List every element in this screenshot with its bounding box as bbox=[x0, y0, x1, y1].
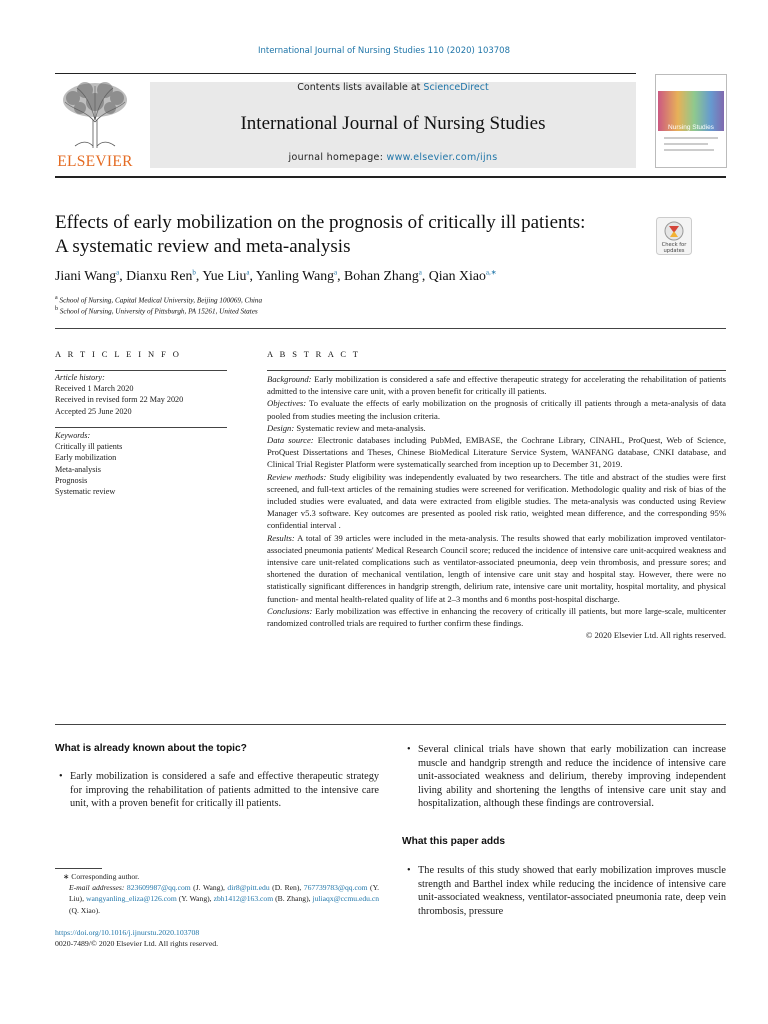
article-info-rule bbox=[55, 370, 227, 371]
abstract-label: Background: bbox=[267, 374, 312, 384]
email-owner: (Q. Xiao). bbox=[69, 905, 100, 915]
author-affiliation-mark[interactable]: a bbox=[418, 268, 422, 277]
contents-line bbox=[150, 82, 636, 93]
email-owner: (B. Zhang), bbox=[273, 894, 313, 904]
abstract-rule bbox=[267, 370, 726, 371]
masthead-top-rule bbox=[55, 73, 636, 74]
author-affiliation-mark[interactable]: a bbox=[116, 268, 120, 277]
journal-homepage-line bbox=[150, 152, 636, 163]
affiliation-a bbox=[55, 295, 262, 304]
abstract-design bbox=[267, 422, 726, 434]
masthead-bottom-rule bbox=[55, 176, 726, 178]
crossmark-label-line-1: Check for bbox=[661, 242, 687, 248]
bullet-text: Early mobilization is considered a safe and effective therapeutic strategy for improving the rehabilitation of patients admitted to the intensive care unit, with a proven benefit for critically ill patients. bbox=[70, 771, 379, 809]
keyword: Meta-analysis bbox=[55, 464, 101, 474]
abstract-text: To evaluate the effects of early mobilization on the prognosis of critically ill patients through a meta-analysis of data pooled from studies meeting the inclusion criteria. bbox=[267, 398, 726, 421]
history-item: Received 1 March 2020 bbox=[55, 384, 134, 394]
author-affiliation-mark[interactable]: b bbox=[192, 268, 196, 277]
abstract-label: Data source: bbox=[267, 435, 314, 446]
abstract-text: Electronic databases including PubMed, EMBASE, the Cochrane Library, CINAHL, ProQuest, Web of Science, ProQuest Dissertations and Theses, Chinese BioMedical Literature Service System, WANFANG database, CNKI database, and Clinical Trial Register Platform were systematically searched from inception up to December 31, 2019. bbox=[267, 435, 726, 470]
publisher-wordmark: ELSEVIER bbox=[57, 153, 133, 170]
abstract-objectives bbox=[267, 397, 726, 421]
affiliation-text: School of Nursing, Capital Medical University, Beijing 100069, China bbox=[59, 296, 263, 305]
bullet-text: Several clinical trials have shown that early mobilization can increase muscle and handgrip strength and reduce the incidence of intensive care unit-associated weakness and delirium, thereby improving independent living ability and shortening the lengths of intensive care unit stay and hospitalization, although these findings are controversial. bbox=[418, 744, 726, 809]
homepage-prefix: journal homepage: bbox=[288, 152, 387, 163]
abstract-body bbox=[267, 373, 726, 641]
author[interactable]: Yue Liu bbox=[202, 268, 247, 283]
email-addresses bbox=[55, 882, 379, 916]
keywords bbox=[55, 430, 227, 497]
abstract-label: Objectives: bbox=[267, 398, 307, 409]
history-label: Article history: bbox=[55, 373, 105, 382]
affiliation-mark: a bbox=[55, 295, 58, 301]
keyword: Systematic review bbox=[55, 487, 116, 497]
crossmark-label bbox=[656, 242, 692, 254]
author[interactable]: Jiani Wang bbox=[55, 268, 117, 283]
footnotes bbox=[55, 871, 379, 916]
history-item: Received in revised form 22 May 2020 bbox=[55, 395, 184, 405]
homepage-link[interactable]: www.elsevier.com/ijns bbox=[386, 152, 498, 163]
contents-prefix: Contents lists available at bbox=[297, 82, 424, 93]
issn-copyright: 0020-7489/© 2020 Elsevier Ltd. All rights reserved. bbox=[55, 939, 219, 949]
bullet-marker: • bbox=[407, 744, 411, 755]
abstract-conclusions bbox=[267, 605, 726, 629]
keyword: Critically ill patients bbox=[55, 442, 123, 452]
abstract-text: Systematic review and meta-analysis. bbox=[294, 422, 426, 433]
footnote-rule bbox=[55, 868, 102, 869]
author[interactable]: Bohan Zhang bbox=[344, 268, 419, 283]
known-heading: What is already known about the topic? bbox=[55, 743, 247, 754]
article-info-heading: A R T I C L E I N F O bbox=[55, 349, 182, 359]
known-bullet bbox=[407, 743, 726, 811]
abstract-text: A total of 39 articles were included in the meta-analysis. The results showed that early mobilization improved ventilator-associated pneumonia patients' Medical Research Council score; reduced the incidence of intensive care unit-acquired weakness and intensive care unit-related complications such as ventilator-associated pneumonia, deep vein thrombosis, and pressure sores; and shortened the duration of mechanical ventilation, length of intensive care unit stay and hospital stay. However, there were no statistically significant differences in handgrip strength, delirium rate, intensive care unit mortality, hospital mortality, and physical function- and mental health-related quality of life at 2–3 months and 6 months post-hospital discharge. bbox=[267, 532, 726, 604]
author-list: Jiani Wang$^a$, Dianxu Ren$^b$, Yue Liu$^a$, Yanling Wang$^a$, Bohan Zhang$^a$, Qian Xiao$^{a,∗}$ bbox=[55, 268, 497, 283]
affiliation-mark: b bbox=[55, 306, 58, 312]
abstract-text: Early mobilization is considered a safe and effective therapeutic strategy for accelerating the rehabilitation of patients admitted to the intensive care unit, with a proven benefit for critically ill patients. bbox=[267, 374, 726, 397]
abstract-label: Design: bbox=[267, 422, 295, 433]
author[interactable]: Qian Xiao bbox=[428, 268, 486, 283]
title-line-1: Effects of early mobilization on the prognosis of critically ill patients: bbox=[55, 212, 586, 233]
affiliation-text: School of Nursing, University of Pittsburgh, PA 15261, United States bbox=[59, 307, 258, 316]
abstract-text: Study eligibility was independently evaluated by two researchers. The title and abstract of the studies were first screened, and full-text articles of the remaining studies were screened for verification. Methodologic quality and risk of bias of the included studies were evaluated, and data were extracted from eligible studies. The meta-analysis was conducted using Review Manager v5.3 software. Key outcomes are presented as pooled risk ratio, weighted mean difference, and the corresponding 95% confidential interval . bbox=[267, 471, 726, 531]
cover-title: Nursing Studies bbox=[668, 124, 714, 131]
email-link[interactable]: juliaqx@ccmu.edu.cn bbox=[312, 894, 380, 904]
affiliation-b bbox=[55, 306, 258, 315]
email-link[interactable]: 823609987@qq.com bbox=[126, 883, 191, 893]
keyword: Early mobilization bbox=[55, 453, 117, 463]
abstract-copyright: © 2020 Elsevier Ltd. All rights reserved. bbox=[585, 630, 726, 641]
email-link[interactable]: wangyanling_eliza@126.com bbox=[86, 894, 177, 904]
crossmark-label-line-2: updates bbox=[663, 248, 685, 254]
abstract-results bbox=[267, 532, 726, 605]
journal-cover-thumbnail[interactable] bbox=[655, 74, 727, 168]
abstract-review-methods bbox=[267, 471, 726, 532]
keywords-label: Keywords: bbox=[55, 431, 91, 440]
bullet-text: The results of this study showed that early mobilization improves muscle strength and Barthel index while reducing the incidence of intensive care unit-associated weakness, ventilator-associated pneumonia rate, deep vein thrombosis, pressure bbox=[418, 865, 726, 917]
journal-citation[interactable]: International Journal of Nursing Studies 110 (2020) 103708 bbox=[257, 46, 511, 56]
adds-bullet bbox=[407, 864, 726, 918]
email-link[interactable]: 767739783@qq.com bbox=[303, 883, 368, 893]
email-owner: (Y. Liu), bbox=[69, 883, 379, 904]
abstract-data-source bbox=[267, 434, 726, 471]
sciencedirect-link[interactable]: ScienceDirect bbox=[423, 82, 489, 93]
abstract-background bbox=[267, 373, 726, 397]
journal-title: International Journal of Nursing Studies bbox=[240, 113, 546, 134]
known-bullet bbox=[59, 770, 379, 811]
article-title bbox=[55, 211, 645, 259]
abstract-label: Conclusions: bbox=[267, 605, 313, 616]
author-affiliation-mark[interactable]: a bbox=[246, 268, 250, 277]
author[interactable]: Yanling Wang bbox=[255, 268, 334, 283]
doi-block bbox=[55, 927, 218, 949]
bullet-marker: • bbox=[407, 865, 411, 876]
abstract-label: Review methods: bbox=[267, 471, 327, 482]
email-link[interactable]: zbh1412@163.com bbox=[213, 894, 274, 904]
abstract-text: Early mobilization was effective in enhancing the recovery of critically ill patients, but more large-scale, multicenter randomized controlled trials are required to further confirm these findings. bbox=[267, 605, 726, 629]
abstract-heading: A B S T R A C T bbox=[267, 349, 361, 359]
email-link[interactable]: dir8@pitt.edu bbox=[227, 883, 270, 893]
email-owner: (J. Wang), bbox=[190, 883, 228, 893]
abstract-label: Results: bbox=[267, 532, 295, 543]
adds-heading: What this paper adds bbox=[402, 836, 506, 847]
masthead-box bbox=[150, 82, 636, 168]
email-label: E-mail addresses: bbox=[69, 883, 125, 893]
check-for-updates-badge[interactable] bbox=[656, 217, 692, 255]
bullet-marker: • bbox=[59, 771, 63, 782]
keywords-rule bbox=[55, 427, 227, 428]
keyword: Prognosis bbox=[55, 475, 88, 485]
section-rule bbox=[55, 328, 726, 329]
body-rule bbox=[55, 724, 726, 725]
email-owner: (Y. Wang), bbox=[176, 894, 214, 904]
author-affiliation-mark[interactable]: a bbox=[334, 268, 338, 277]
article-history bbox=[55, 372, 227, 417]
email-owner: (D. Ren), bbox=[269, 883, 304, 893]
history-item: Accepted 25 June 2020 bbox=[55, 406, 132, 416]
author-affiliation-mark[interactable]: a,∗ bbox=[485, 268, 497, 277]
title-line-2: A systematic review and meta-analysis bbox=[55, 236, 351, 257]
author[interactable]: Dianxu Ren bbox=[126, 268, 193, 283]
corresponding-author-note: ∗ Corresponding author. bbox=[63, 872, 140, 881]
doi-link[interactable]: https://doi.org/10.1016/j.ijnurstu.2020.103708 bbox=[55, 928, 200, 937]
